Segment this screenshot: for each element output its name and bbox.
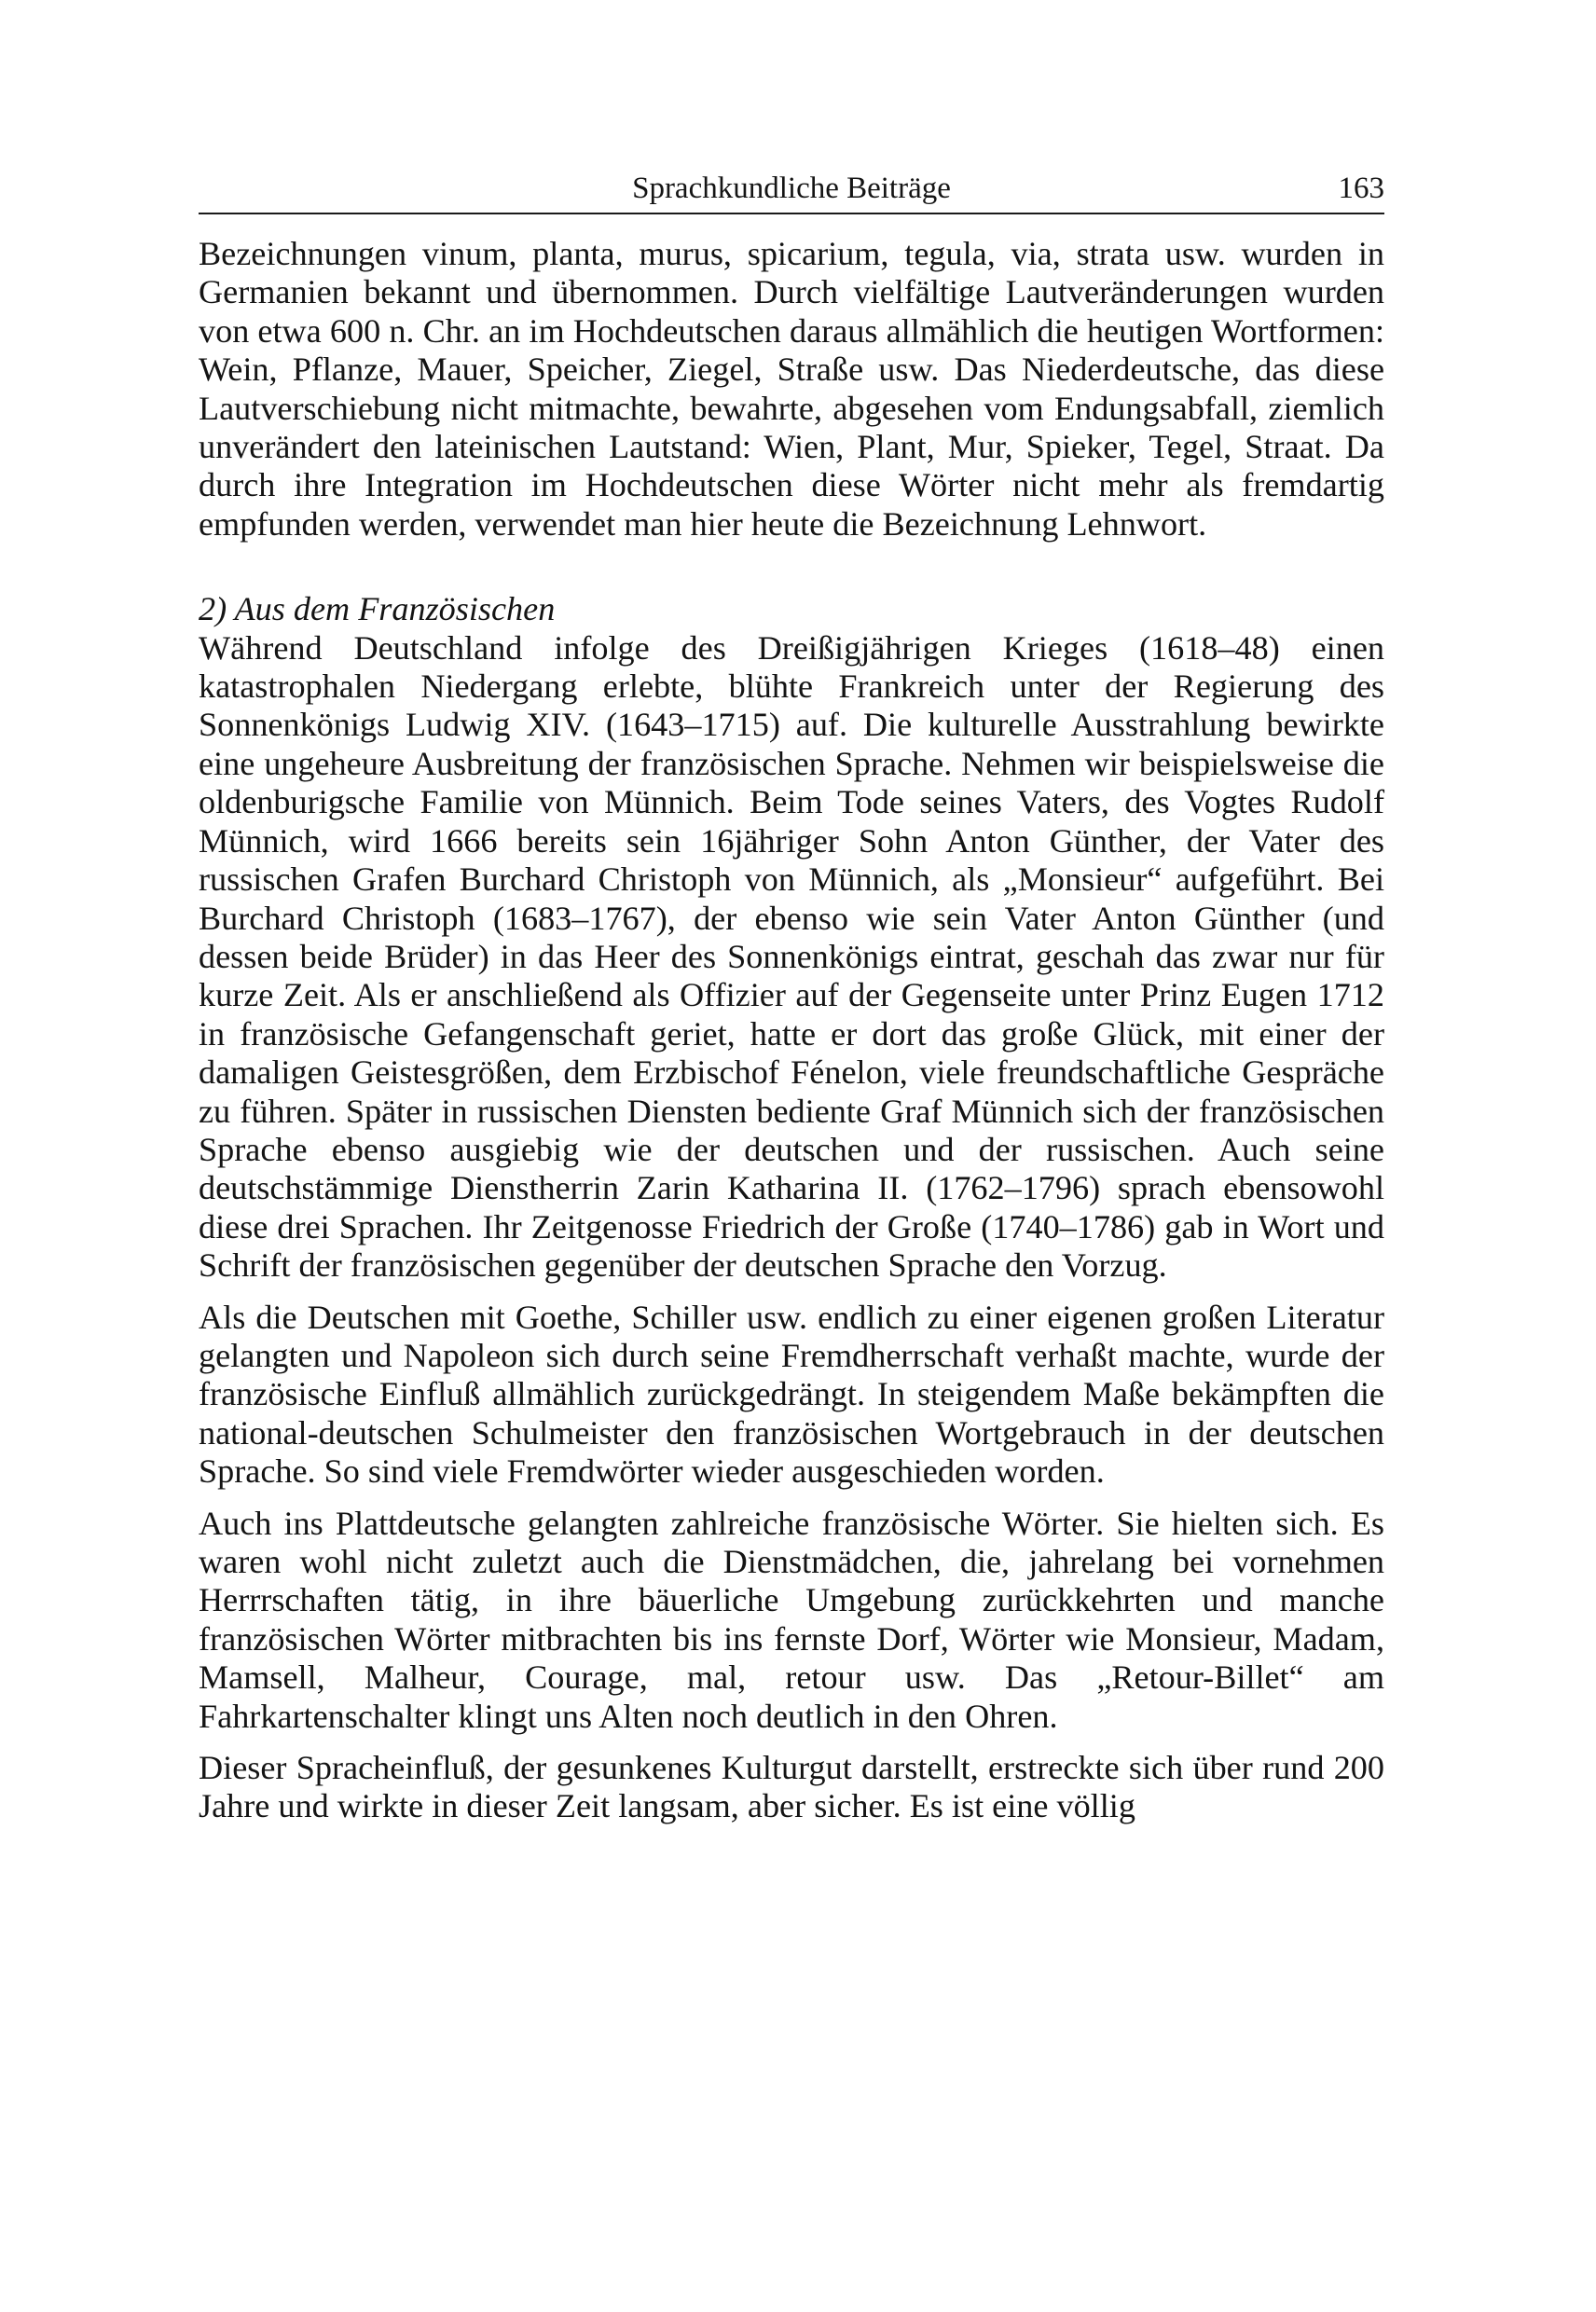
running-title: Sprachkundliche Beiträge: [632, 172, 951, 205]
running-header: [199, 168, 1384, 214]
page-number: 163: [1338, 172, 1384, 205]
body-text: [199, 235, 1384, 1826]
paragraph-4: Auch ins Plattdeutsche gelangten zahlreiche französische Wörter. Sie hielten sich. Es waren wohl nicht zuletzt auch die Dienstmädchen, die, jahrelang bei vornehmen Herrrschaften tätig, in ihre bäuerliche Umgebung zurückkehrten und manche französischen Wörter mitbrachten bis ins fernste Dorf, Wörter wie Monsieur, Madam, Mamsell, Malheur, Courage, mal, retour usw. Das „Retour-Billet“ am Fahrkartenschalter klingt uns Alten noch deutlich in den Ohren.: [199, 1504, 1384, 1735]
paragraph-5: Dieser Spracheinfluß, der gesunkenes Kulturgut darstellt, erstreckte sich über rund 200 Jahre und wirkte in dieser Zeit langsam, aber sicher. Es ist eine völlig: [199, 1749, 1384, 1825]
paragraph-2: Während Deutschland infolge des Dreißigjährigen Krieges (1618–48) einen katastrophalen Niedergang erlebte, blühte Frankreich unter der Regierung des Sonnenkönigs Ludwig XIV. (1643–1715) auf. Die kulturelle Ausstrahlung bewirkte eine ungeheure Ausbreitung der französischen Sprache. Nehmen wir beispielsweise die oldenburigsche Familie von Münnich. Beim Tode seines Vaters, des Vogtes Rudolf Münnich, wird 1666 bereits sein 16jähriger Sohn Anton Günther, der Vater des russischen Grafen Burchard Christoph von Münnich, als „Monsieur“ aufgeführt. Bei Burchard Christoph (1683–1767), der ebenso wie sein Vater Anton Günther (und dessen beide Brüder) in das Heer des Sonnenkönigs eintrat, geschah das zwar nur für kurze Zeit. Als er anschließend als Offizier auf der Gegenseite unter Prinz Eugen 1712 in französische Gefangenschaft geriet, hatte er dort das große Glück, mit einer der damaligen Geistesgrößen, dem Erzbischof Fénelon, viele freundschaftliche Gespräche zu führen. Später in russischen Diensten bediente Graf Münnich sich der französischen Sprache ebenso ausgiebig wie der deutschen und der russischen. Auch seine deutschstämmige Dienstherrin Zarin Katharina II. (1762–1796) sprach ebensowohl diese drei Sprachen. Ihr Zeitgenosse Friedrich der Große (1740–1786) gab in Wort und Schrift der französischen gegenüber der deutschen Sprache den Vorzug.: [199, 628, 1384, 1285]
section-heading: 2) Aus dem Französischen: [199, 590, 556, 628]
paragraph-1: Bezeichnungen vinum, planta, murus, spicarium, tegula, via, strata usw. wurden in Germanien bekannt und übernommen. Durch vielfältige Lautveränderungen wurden von etwa 600 n. Chr. an im Hochdeutschen daraus allmählich die heutigen Wortformen: Wein, Pflanze, Mauer, Speicher, Ziegel, Straße usw. Das Niederdeutsche, das diese Lautverschiebung nicht mitmachte, bewahrte, abgesehen vom Endungsabfall, ziemlich unverändert den lateinischen Lautstand: Wien, Plant, Mur, Spieker, Tegel, Straat. Da durch ihre Integration im Hochdeutschen diese Wörter nicht mehr als fremdartig empfunden werden, verwendet man hier heute die Bezeichnung Lehnwort.: [199, 235, 1384, 543]
paragraph-3: Als die Deutschen mit Goethe, Schiller usw. endlich zu einer eigenen großen Literatur gelangten und Napoleon sich durch seine Fremdherrschaft verhaßt machte, wurde der französische Einfluß allmählich zurückgedrängt. In steigendem Maße bekämpften die national-deutschen Schulmeister den französischen Wortgebrauch in der deutschen Sprache. So sind viele Fremdwörter wieder ausgeschieden worden.: [199, 1298, 1384, 1491]
book-page: [199, 168, 1384, 1839]
